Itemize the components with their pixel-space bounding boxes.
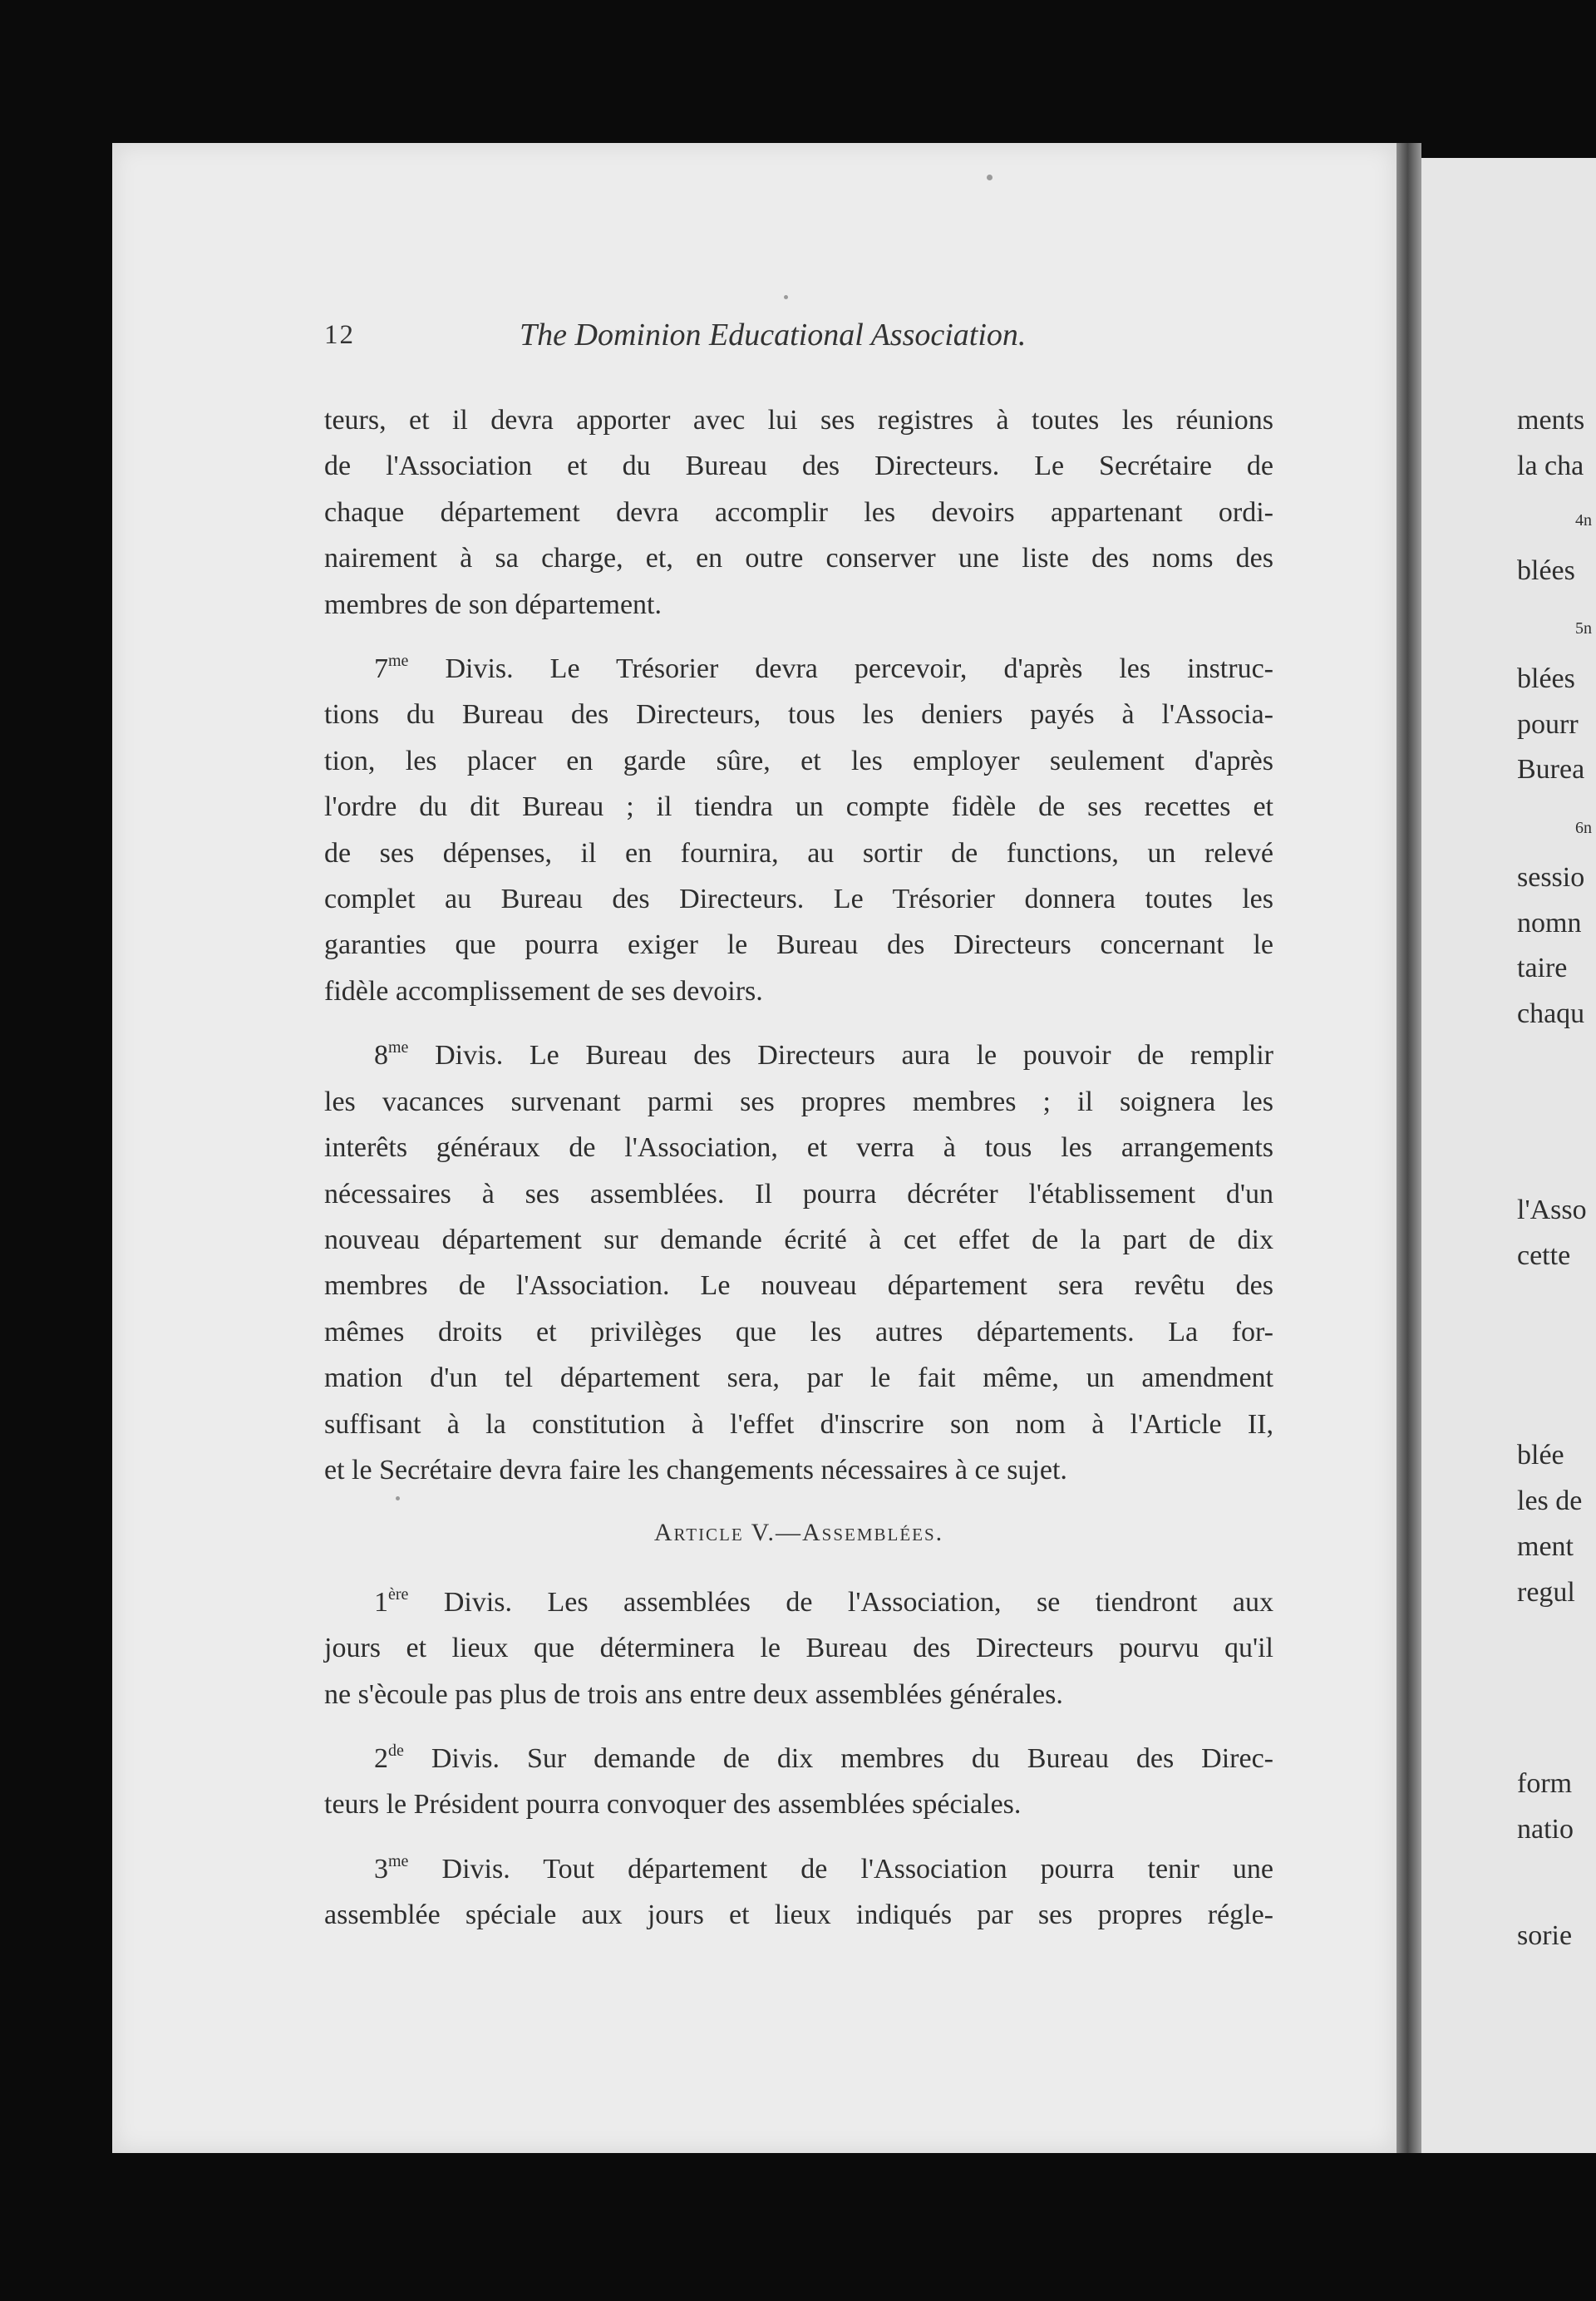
facing-fragment: form xyxy=(1517,1768,1573,1799)
facing-fragment: natio xyxy=(1517,1814,1574,1845)
text-line: de l'Association et du Bureau des Directeurs. Le Secrétaire de xyxy=(324,451,1273,482)
facing-fragment: blées xyxy=(1517,663,1575,694)
facing-fragment: 5n xyxy=(1575,619,1592,638)
facing-fragment: l'Asso xyxy=(1517,1195,1587,1225)
text-line: chaque département devra accomplir les devoirs appartenant ordi- xyxy=(324,496,1273,528)
text-line: nécessaires à ses assemblées. Il pourra décréter l'établissement d'un xyxy=(324,1178,1273,1210)
text-line: garanties que pourra exiger le Bureau des Directeurs concernant le xyxy=(324,929,1273,961)
running-header xyxy=(324,320,1288,370)
facing-fragment: les de xyxy=(1517,1486,1583,1516)
facing-fragment: Burea xyxy=(1517,754,1585,785)
facing-fragment: 6n xyxy=(1575,819,1592,837)
facing-fragment: ments xyxy=(1517,405,1585,436)
facing-fragment: ment xyxy=(1517,1531,1574,1562)
text-line: membres de l'Association. Le nouveau département sera revêtu des xyxy=(324,1270,1273,1302)
body-text xyxy=(324,397,1273,1939)
running-title: The Dominion Educational Association. xyxy=(520,318,1027,352)
paragraph-division-3 xyxy=(324,1846,1273,1939)
text-line: nairement à sa charge, et, en outre conserver une liste des noms des xyxy=(324,543,1273,574)
facing-fragment: blée xyxy=(1517,1440,1564,1471)
text-line: $3^{me}$ Divis. Tout département de l'Association pourra tenir une xyxy=(324,1846,1273,1892)
text-line: fidèle accomplissement de ses devoirs. xyxy=(324,975,763,1007)
facing-fragment: blées xyxy=(1517,555,1575,586)
page-number: 12 xyxy=(324,320,355,350)
division-marker: $8^{me}$ xyxy=(374,1038,409,1072)
facing-fragment: sessio xyxy=(1517,862,1585,893)
text-line: teurs, et il devra apporter avec lui ses registres à toutes les réunions xyxy=(324,405,1273,436)
facing-fragment: cette xyxy=(1517,1240,1571,1271)
text-line: nouveau département sur demande écrité à cet effet de la part de dix xyxy=(324,1224,1273,1255)
text-line: jours et lieux que déterminera le Bureau des Directeurs pourvu qu'il xyxy=(324,1633,1273,1664)
facing-fragment: nomn xyxy=(1517,908,1582,939)
division-marker: 2de xyxy=(374,1741,404,1774)
facing-fragment: sorie xyxy=(1517,1920,1573,1951)
text-line: teurs le Président pourra convoquer des assemblées spéciales. xyxy=(324,1789,1022,1821)
facing-fragment: taire xyxy=(1517,953,1568,983)
text-line: 1ère Divis. Les assemblées de l'Association, se tiendront aux xyxy=(324,1579,1273,1625)
text-line: tions du Bureau des Directeurs, tous les deniers payés à l'Associa- xyxy=(324,699,1273,731)
text-line: l'ordre du dit Bureau ; il tiendra un compte fidèle de ses recettes et xyxy=(324,791,1273,823)
text-line: 2de Divis. Sur demande de dix membres du Bureau des Direc- xyxy=(324,1736,1273,1781)
book-spine xyxy=(1396,143,1421,2153)
text-line: les vacances survenant parmi ses propres membres ; il soignera les xyxy=(324,1086,1273,1117)
facing-fragment: la cha xyxy=(1517,451,1584,481)
facing-fragment: 4n xyxy=(1575,511,1592,530)
paragraph-division-7 xyxy=(324,646,1273,1014)
text-line: et le Secrétaire devra faire les changements nécessaires à ce sujet. xyxy=(324,1454,1067,1486)
section-heading: Article V.—Assemblées. xyxy=(653,1519,944,1547)
division-marker: $3^{me}$ xyxy=(374,1851,409,1885)
text-line: mêmes droits et privilèges que les autres départements. La for- xyxy=(324,1316,1273,1348)
facing-fragment: pourr xyxy=(1517,709,1579,740)
scan-speck xyxy=(987,175,993,180)
text-line: $8^{me}$ Divis. Le Bureau des Directeurs aura le pouvoir de remplir xyxy=(324,1032,1273,1078)
text-line: mation d'un tel département sera, par le fait même, un amendment xyxy=(324,1362,1273,1394)
paragraph-division-8 xyxy=(324,1032,1273,1493)
text-line: de ses dépenses, il en fournira, au sortir de functions, un relevé xyxy=(324,837,1273,869)
division-marker: 1ère xyxy=(374,1584,409,1618)
text-line: suffisant à la constitution à l'effet d'inscrire son nom à l'Article II, xyxy=(324,1408,1273,1440)
paragraph-division-2 xyxy=(324,1736,1273,1828)
facing-fragment: chaqu xyxy=(1517,998,1585,1029)
text-line: tion, les placer en garde sûre, et les employer seulement d'après xyxy=(324,745,1273,776)
facing-fragment: regul xyxy=(1517,1577,1575,1608)
paragraph-division-1 xyxy=(324,1579,1273,1717)
text-line: membres de son département. xyxy=(324,589,662,620)
text-line: interêts généraux de l'Association, et verra à tous les arrangements xyxy=(324,1132,1273,1164)
paragraph xyxy=(324,397,1273,628)
division-marker: $7^{me}$ xyxy=(374,652,409,685)
text-line: assemblée spéciale aux jours et lieux indiqués par ses propres régle- xyxy=(324,1899,1273,1931)
text-line: $7^{me}$ Divis. Le Trésorier devra percevoir, d'après les instruc- xyxy=(324,646,1273,692)
text-line: ne s'ècoule pas plus de trois ans entre deux assemblées générales. xyxy=(324,1678,1063,1710)
scan-speck xyxy=(784,295,788,299)
text-line: complet au Bureau des Directeurs. Le Trésorier donnera toutes les xyxy=(324,884,1273,915)
